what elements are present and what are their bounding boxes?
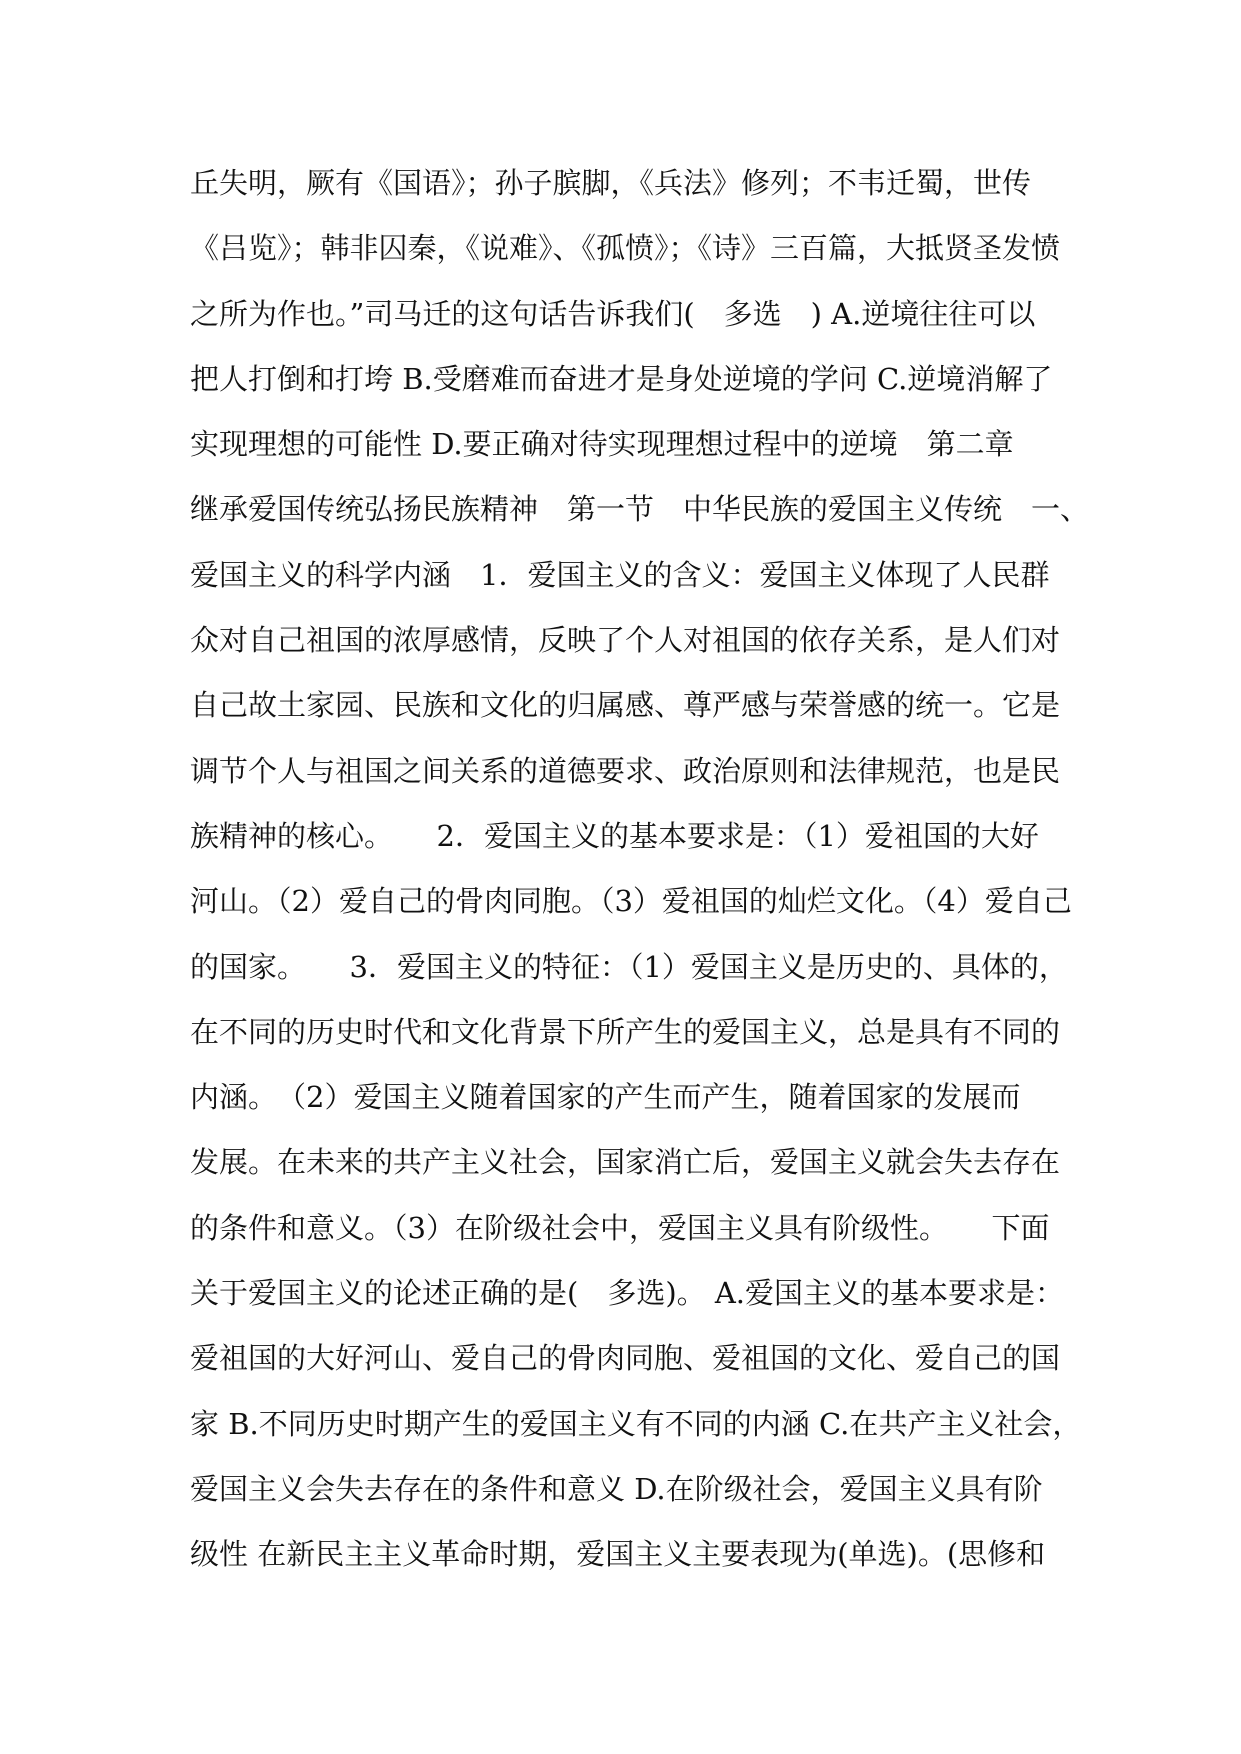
text-line: 继承爱国传统弘扬民族精神 第一节 中华民族的爱国主义传统 一、 <box>190 492 1090 527</box>
text-line: 家 B.不同历史时期产生的爱国主义有不同的内涵 C.在共产主义社会， <box>190 1406 1082 1441</box>
text-line: 河山。（2）爱自己的骨肉同胞。（3）爱祖国的灿烂文化。（4）爱自己 <box>190 884 1072 919</box>
text-line: 丘失明，厥有《国语》；孙子膑脚，《兵法》修列；不韦迁蜀，世传 <box>190 166 1032 200</box>
text-line: 实现理想的可能性 D.要正确对待实现理想过程中的逆境 第二章 <box>190 427 1014 462</box>
body-text <box>190 157 1090 1594</box>
text-line: 之所为作也。”司马迁的这句话告诉我们( 多选 ) A.逆境往往可以 <box>190 296 1036 331</box>
text-line: 《吕览》；韩非囚秦，《说难》、《孤愤》；《诗》三百篇，大抵贤圣发愤 <box>190 231 1061 266</box>
text-line: 把人打倒和打垮 B.受磨难而奋进才是身处逆境的学问 C.逆境消解了 <box>190 361 1053 396</box>
text-line: 爱国主义的科学内涵 1．爱国主义的含义：爱国主义体现了人民群 <box>190 557 1050 592</box>
text-line: 级性 在新民主主义革命时期，爱国主义主要表现为(单选)。(思修和 <box>190 1537 1046 1572</box>
text-line: 的国家。 3．爱国主义的特征：（1）爱国主义是历史的、具体的， <box>190 949 1068 984</box>
text-line: 的条件和意义。（3）在阶级社会中，爱国主义具有阶级性。 下面 <box>190 1210 1050 1245</box>
text-line: 发展。在未来的共产主义社会，国家消亡后，爱国主义就会失去存在 <box>190 1145 1061 1180</box>
text-line: 内涵。 （2）爱国主义随着国家的产生而产生，随着国家的发展而 <box>190 1080 1021 1115</box>
text-line: 关于爱国主义的论述正确的是( 多选)。 A.爱国主义的基本要求是： <box>190 1276 1065 1311</box>
text-line: 调节个人与祖国之间关系的道德要求、政治原则和法律规范，也是民 <box>190 753 1061 788</box>
text-line: 自己故土家园、民族和文化的归属感、尊严感与荣誉感的统一。它是 <box>190 688 1061 723</box>
text-line: 众对自己祖国的浓厚感情，反映了个人对祖国的依存关系，是人们对 <box>190 623 1061 658</box>
text-line: 在不同的历史时代和文化背景下所产生的爱国主义，总是具有不同的 <box>190 1014 1061 1049</box>
text-line: 爱祖国的大好河山、爱自己的骨肉同胞、爱祖国的文化、爱自己的国 <box>190 1341 1061 1376</box>
text-line: 族精神的核心。 2．爱国主义的基本要求是：（1）爱祖国的大好 <box>190 818 1039 853</box>
text-line: 爱国主义会失去存在的条件和意义 D.在阶级社会，爱国主义具有阶 <box>190 1471 1043 1506</box>
